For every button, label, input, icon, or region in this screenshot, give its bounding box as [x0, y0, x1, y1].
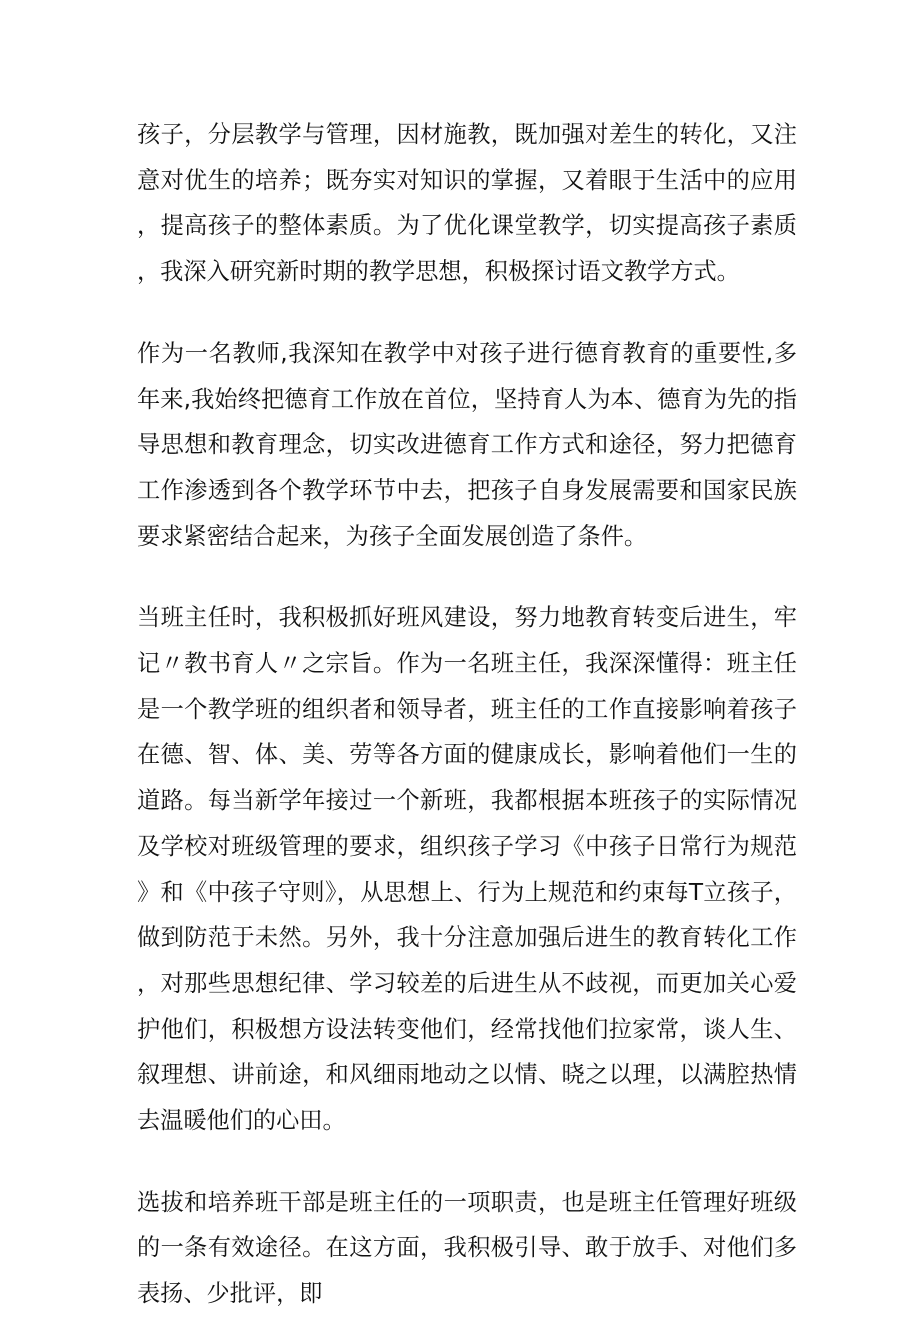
document-body: [137, 112, 797, 1317]
paragraph-4: 选拔和培养班干部是班主任的一项职责，也是班主任管理好班级的一条有效途径。在这方面，我积极引导、敢于放手、对他们多表扬、少批评，即: [137, 1188, 797, 1308]
paragraph-1: 孩子，分层教学与管理，因材施教，既加强对差生的转化，又注意对优生的培养；既夯实对知识的掌握，又着眼于生活中的应用，提高孩子的整体素质。为了优化课堂教学，切实提高孩子素质，我深入研究新时期的教学思想，积极探讨语文教学方式。: [137, 121, 797, 286]
paragraph-3: 当班主任时，我积极抓好班风建设，努力地教育转变后进生，牢记〃教书育人〃之宗旨。作为一名班主任，我深深懂得：班主任是一个教学班的组织者和领导者，班主任的工作直接影响着孩子在德、智、体、美、劳等各方面的健康成长，影响着他们一生的道路。每当新学年接过一个新班，我都根据本班孩子的实际情况及学校对班级管理的要求，组织孩子学习《中孩子日常行为规范》和《中孩子守则》，从思想上、行为上规范和约束每T立孩子，做到防范于未然。另外，我十分注意加强后进生的教育转化工作，对那些思想纪律、学习较差的后进生从不歧视，而更加关心爱护他们，积极想方设法转变他们，经常找他们拉家常，谈人生、叙理想、讲前途，和风细雨地动之以情、晓之以理，以满腔热情去温暖他们的心田。: [137, 604, 797, 1135]
paragraph-2: 作为一名教师,我深知在教学中对孩子进行德育教育的重要性,多年来,我始终把德育工作放在首位，坚持育人为本、德育为先的指导思想和教育理念，切实改进德育工作方式和途径，努力把德育工作渗透到各个教学环节中去，把孩子自身发展需要和国家民族要求紧密结合起来，为孩子全面发展创造了条件。: [137, 339, 797, 550]
